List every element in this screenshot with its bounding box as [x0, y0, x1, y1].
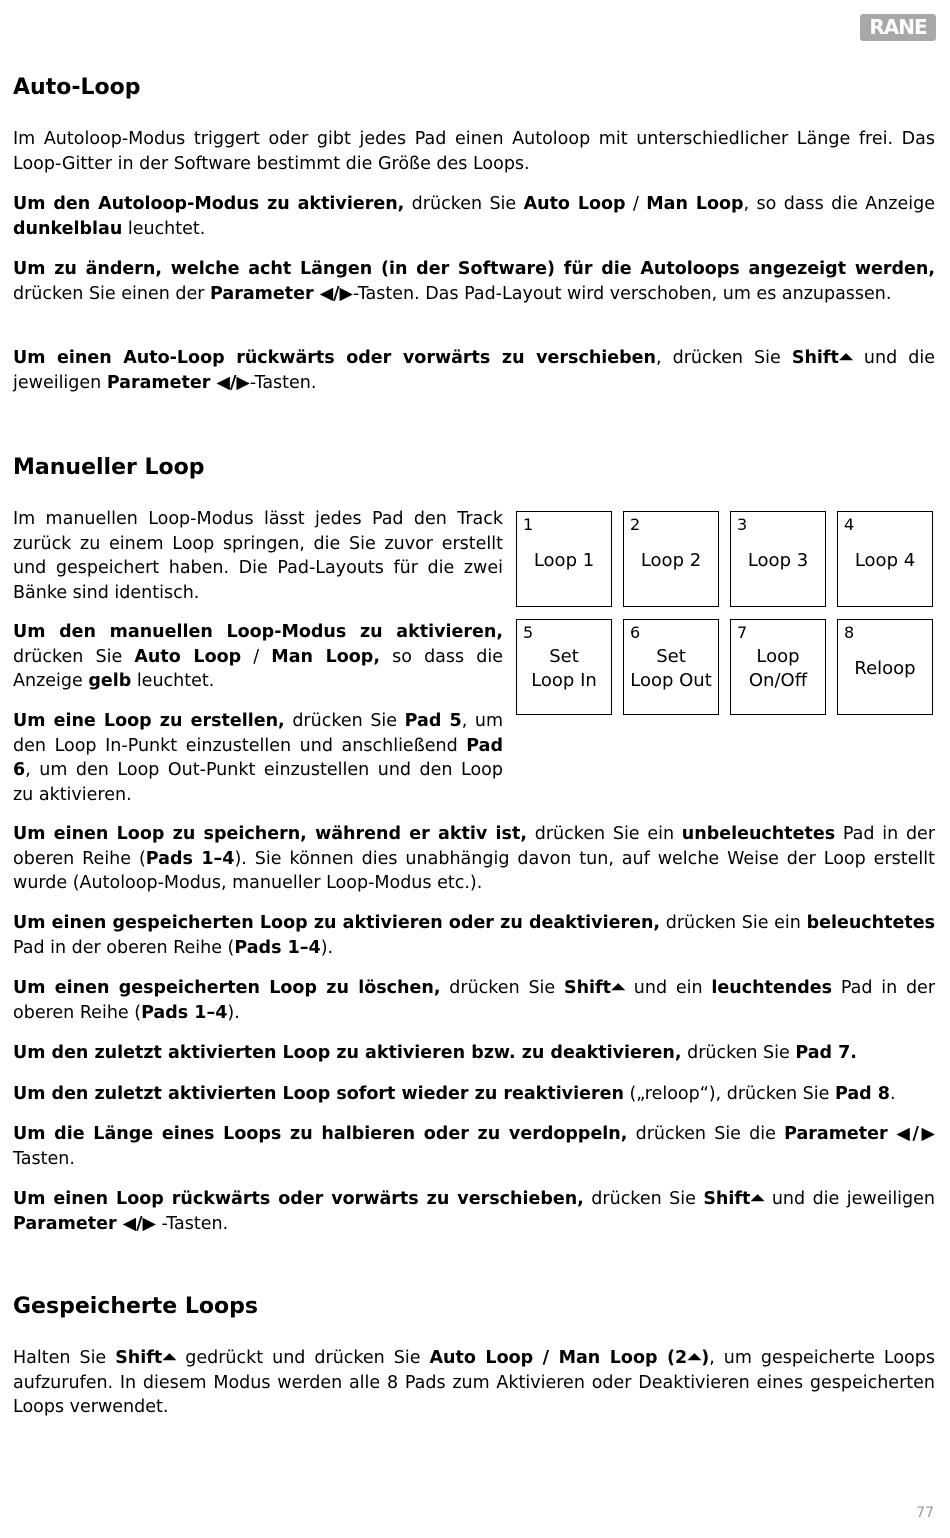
pad-label: Loop On/Off — [748, 646, 808, 691]
pad-number: 4 — [844, 515, 855, 534]
pad-6 — [623, 619, 719, 715]
bold-text: Pads 1–4 — [141, 1002, 228, 1023]
bold-text: Shift⏶ — [563, 978, 626, 998]
pad-number: 6 — [630, 623, 641, 642]
pad-layout-diagram — [516, 511, 935, 717]
text: drücken Sie — [681, 1043, 796, 1063]
pad-label: Loop 2 — [640, 550, 702, 571]
text: drücken Sie — [284, 711, 405, 731]
manual-create-paragraph — [13, 709, 503, 807]
bold-text: dunkelblau — [13, 218, 123, 239]
autoloop-activate-paragraph — [13, 192, 935, 241]
saved-paragraph — [13, 1346, 935, 1420]
bold-text: Um den manuellen Loop-Modus zu aktivieren, — [13, 622, 503, 642]
pad-1 — [516, 511, 612, 607]
bold-text: Parameter ◀/▶ — [106, 372, 250, 393]
text: / — [625, 194, 647, 214]
bold-text: unbeleuchtetes — [681, 824, 836, 844]
text: -Tasten. — [249, 372, 317, 393]
manual-shift-paragraph — [13, 1187, 935, 1236]
pad-number: 7 — [737, 623, 748, 642]
text: und ein — [625, 978, 712, 998]
bold-text: Auto Loop — [523, 194, 626, 214]
autoloop-change-paragraph — [13, 257, 935, 306]
pad-3 — [730, 511, 826, 607]
bold-text: Man Loop, — [271, 646, 380, 667]
bold-text: Parameter ◀/▶ — [13, 1213, 156, 1234]
text: leuchtet. — [131, 671, 215, 691]
bold-text: Um die Länge eines Loops zu halbieren oder zu verdoppeln, — [13, 1124, 628, 1144]
bold-text: Um den Autoloop-Modus zu aktivieren, — [13, 194, 405, 214]
bold-text: Pads 1–4 — [145, 848, 235, 869]
text: ). — [227, 1002, 240, 1023]
manual-toggle-paragraph — [13, 911, 935, 960]
section-title-saved: Gespeicherte Loops — [13, 1294, 258, 1319]
bold-text: Um einen gespeicherten Loop zu aktivieren oder zu deaktivieren, — [13, 913, 661, 933]
pad-5 — [516, 619, 612, 715]
text: drücken Sie ein — [660, 913, 807, 933]
text: und die jeweiligen — [764, 1189, 936, 1209]
bold-text: Shift⏶ — [791, 348, 853, 368]
text: („reloop“), drücken Sie — [623, 1084, 835, 1104]
text: drücken Sie einen der — [13, 283, 211, 304]
text: ). — [320, 937, 334, 958]
bold-text: gelb — [88, 671, 132, 691]
text: und die jeweiligen — [13, 348, 936, 393]
pad-label: Reloop — [854, 658, 916, 679]
text: . — [889, 1084, 896, 1104]
text: so dass die Anzeige — [13, 646, 503, 691]
pad-label: Loop 1 — [533, 550, 595, 571]
text: , drücken Sie — [656, 348, 792, 368]
text: -Tasten. — [155, 1213, 229, 1234]
bold-text: Parameter ◀/▶ — [784, 1124, 935, 1144]
manual-reloop-paragraph — [13, 1082, 935, 1107]
text: Pad in der oberen Reihe ( — [13, 824, 936, 869]
brand-logo: RANE — [860, 14, 936, 41]
text: ). Sie können dies unabhängig davon tun, auf welche Weise der Loop erstellt wurde (Autoloop-Modus, manueller Loop-Modus etc.). — [13, 848, 935, 893]
text: , um den Loop Out-Punkt einzustellen und den Loop zu aktivieren. — [13, 760, 503, 805]
bold-text: Pads 1–4 — [234, 937, 321, 958]
bold-text: Um den zuletzt aktivierten Loop zu aktivieren bzw. zu deaktivieren, — [13, 1043, 682, 1063]
bold-text: Um den zuletzt aktivierten Loop sofort wieder zu reaktivieren — [13, 1084, 624, 1104]
manual-delete-paragraph — [13, 976, 935, 1025]
pad-7 — [730, 619, 826, 715]
text: drücken Sie die — [627, 1124, 785, 1144]
pad-8 — [837, 619, 933, 715]
text: leuchtet. — [122, 218, 206, 239]
pad-label: Set Loop In — [531, 646, 597, 691]
bold-text: Um zu ändern, welche acht Längen (in der Software) für die Autoloops angezeigt werden, — [13, 259, 935, 279]
pad-label: Set Loop Out — [630, 646, 712, 691]
text: / — [241, 646, 272, 667]
pad-label: Loop 3 — [747, 550, 809, 571]
text: Tasten. — [13, 1148, 75, 1169]
bold-text: Man Loop — [646, 194, 744, 214]
manual-save-paragraph — [13, 822, 935, 896]
text: Pad in der oberen Reihe ( — [13, 978, 936, 1023]
bold-text: Pad 5 — [404, 711, 462, 731]
pad-4 — [837, 511, 933, 607]
pad-number: 1 — [523, 515, 534, 534]
bold-text: Pad 7. — [795, 1043, 857, 1063]
bold-text: Um einen Loop rückwärts oder vorwärts zu verschieben, — [13, 1189, 584, 1209]
bold-text: Um einen gespeicherten Loop zu löschen, — [13, 978, 441, 998]
bold-text: Shift⏶ — [115, 1348, 177, 1368]
pad-number: 8 — [844, 623, 855, 642]
pad-number: 5 — [523, 623, 534, 642]
manual-length-paragraph — [13, 1122, 935, 1171]
bold-text: beleuchtetes — [806, 913, 936, 933]
text: drücken Sie — [440, 978, 564, 998]
bold-text: Auto Loop / Man Loop (2⏶) — [429, 1348, 710, 1368]
bold-text: Um eine Loop zu erstellen, — [13, 711, 285, 731]
autoloop-shift-paragraph — [13, 346, 935, 395]
pad-number: 2 — [630, 515, 641, 534]
pad-2 — [623, 511, 719, 607]
text: Pad in der oberen Reihe ( — [13, 937, 235, 958]
autoloop-intro: Im Autoloop-Modus triggert oder gibt jedes Pad einen Autoloop mit unterschiedlicher Länge frei. Das Loop-Gitter in der Software bestimmt die Größe des Loops. — [13, 129, 935, 174]
bold-text: Shift⏶ — [703, 1189, 765, 1209]
section-title-manual: Manueller Loop — [13, 455, 205, 480]
text: -Tasten. Das Pad-Layout wird verschoben, um es anzupassen. — [353, 283, 892, 304]
bold-text: Um einen Auto-Loop rückwärts oder vorwärts zu verschieben — [13, 348, 657, 368]
pad-label: Loop 4 — [854, 550, 916, 571]
section-title-autoloop: Auto-Loop — [13, 75, 141, 100]
text: drücken Sie — [583, 1189, 704, 1209]
text: drücken Sie — [13, 646, 135, 667]
text: , um den Loop In-Punkt einzustellen und anschließend — [13, 711, 504, 756]
text: drücken Sie ein — [526, 824, 682, 844]
text: drücken Sie — [404, 194, 524, 214]
bold-text: Um einen Loop zu speichern, während er aktiv ist, — [13, 824, 527, 844]
text: Halten Sie — [13, 1348, 116, 1368]
pad-number: 3 — [737, 515, 748, 534]
bold-text: Parameter ◀/▶ — [210, 283, 354, 304]
text: , um gespeicherte Loops aufzurufen. In diesem Modus werden alle 8 Pads zum Aktivieren oder Deaktivieren eines gespeicherten Loops verwendet. — [13, 1348, 935, 1417]
page-number: 77 — [916, 1505, 934, 1521]
manual-last-loop-paragraph — [13, 1041, 935, 1066]
bold-text: leuchtendes — [711, 978, 833, 998]
bold-text: Pad 6 — [13, 735, 503, 780]
manual-intro: Im manuellen Loop-Modus lässt jedes Pad den Track zurück zu einem Loop springen, die Sie zuvor erstellt und gespeichert haben. Die Pad-Layouts für die zwei Bänke sind identisch. — [13, 509, 503, 603]
text: gedrückt und drücken Sie — [176, 1348, 430, 1368]
bold-text: Auto Loop — [134, 646, 242, 667]
manual-activate-paragraph — [13, 620, 503, 694]
bold-text: Pad 8 — [834, 1084, 890, 1104]
text: , so dass die Anzeige — [743, 194, 935, 214]
